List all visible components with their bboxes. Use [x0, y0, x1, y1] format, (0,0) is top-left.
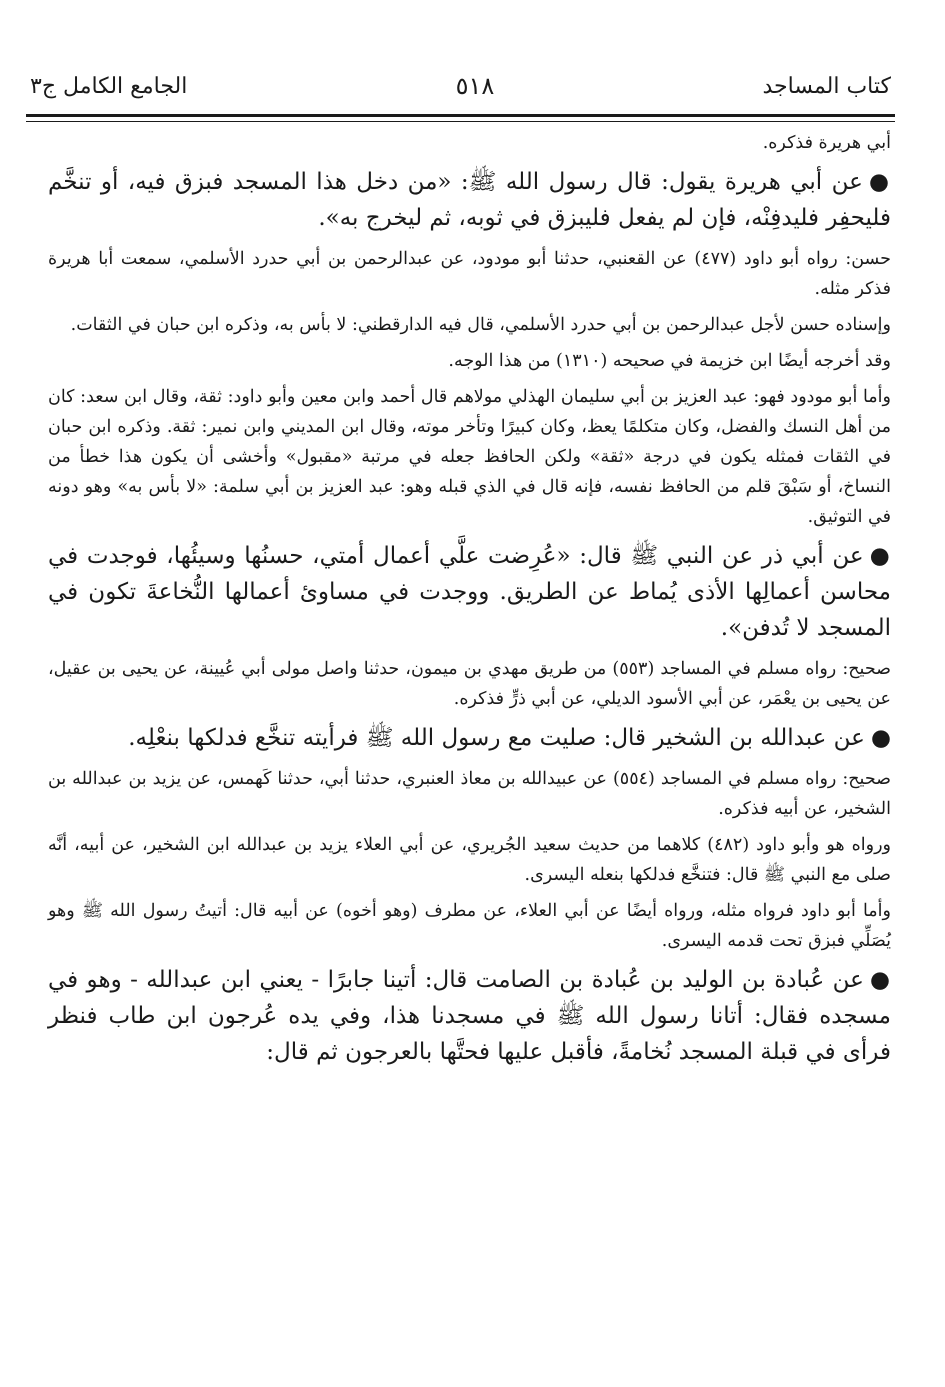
- bullet-icon: ●: [868, 168, 891, 195]
- bullet-icon: ●: [869, 542, 891, 569]
- commentary-paragraph: أبي هريرة فذكره.: [762, 133, 891, 153]
- hadith-paragraph: ●عن أبي ذر عن النبي ﷺ قال: «عُرِضت علَّي أعمال أمتي، حسنُها وسيئُها، فوجدت في محاسن أعمالِها الأذى يُماط عن الطريق. ووجدت في مساوئ أعمالها النُّخاعةَ تكون في المسجد لا تُدفن».: [48, 542, 891, 641]
- hadith-paragraph: ●عن أبي هريرة يقول: قال رسول الله ﷺ: «من دخل هذا المسجد فبزق فيه، أو تنخَّم فليحفِر فليدفِنْه، فإن لم يفعل فليبزق في ثوبه، ثم ليخرج به».: [48, 168, 891, 231]
- commentary-paragraph: ورواه هو وأبو داود (٤٨٢) كلاهما من حديث سعيد الجُريري، عن أبي العلاء يزيد بن عبدالله ابن الشخير، عن أبيه، أنَّه صلى مع النبي ﷺ قال: فتنخَّع فدلكها بنعله اليسرى.: [48, 835, 892, 885]
- commentary-paragraph: صحيح: رواه مسلم في المساجد (٥٥٤) عن عبيدالله بن معاذ العنبري، حدثنا أبي، حدثنا كَهمس، عن يزيد بن عبدالله بن الشخير، عن أبيه فذكره.: [48, 769, 891, 819]
- page-number: ٥١٨: [455, 72, 495, 100]
- commentary-paragraph: صحيح: رواه مسلم في المساجد (٥٥٣) من طريق مهدي بن ميمون، حدثنا واصل مولى أبي عُيينة، عن يحيى بن عقيل، عن يحيى بن يعْمَر، عن أبي الأسود الديلي، عن أبي ذرٍّ فذكره.: [48, 659, 891, 709]
- section-title: كتاب المساجد: [762, 73, 891, 99]
- header-rule-thick: [26, 114, 895, 117]
- commentary-paragraph: وأما أبو مودود فهو: عبد العزيز بن أبي سليمان الهذلي مولاهم قال أحمد وابن معين وأبو داود: ثقة، وقال ابن سعد: كان من أهل النسك والفضل، وكان متكلمًا يعظ، وكان كبيرًا وتأخر موته، وقال ابن المديني وابن نمير: ثقة. وذكره ابن حبان في الثقات فمثله يكون في درجة «ثقة» ولكن الحافظ جعله في مرتبة «مقبول» وأخشى أن يكون هذا خطأ من النساخ، أو سَبْقَ قلم من الحافظ نفسه، فإنه قال في الذي قبله وهو: عبد العزيز بن أبي سلمة: «لا بأس به» وهو دونه في التوثيق.: [48, 387, 891, 527]
- page-content: [48, 128, 891, 1078]
- page-header: [30, 66, 891, 106]
- commentary-paragraph: وأما أبو داود فرواه مثله، ورواه أيضًا عن أبي العلاء، عن مطرف (وهو أخوه) عن أبيه قال: أتيتُ رسول الله ﷺ وهو يُصَلِّي فبزق تحت قدمه اليسرى.: [48, 901, 891, 951]
- commentary-paragraph: وإسناده حسن لأجل عبدالرحمن بن أبي حدرد الأسلمي، قال فيه الدارقطني: لا بأس به، وذكره ابن حبان في الثقات.: [70, 315, 891, 335]
- commentary-paragraph: وقد أخرجه أيضًا ابن خزيمة في صحيحه (١٣١٠) من هذا الوجه.: [448, 351, 891, 371]
- hadith-paragraph: ●عن عبدالله بن الشخير قال: صليت مع رسول الله ﷺ فرأيته تنخَّع فدلكها بنعْلِه.: [128, 724, 891, 751]
- commentary-paragraph: حسن: رواه أبو داود (٤٧٧) عن القعنبي، حدثنا أبو مودود، عن عبدالرحمن بن أبي حدرد الأسلمي، سمعت أبا هريرة فذكر مثله.: [48, 249, 891, 299]
- bullet-icon: ●: [869, 966, 891, 993]
- book-title: الجامع الكامل ج٣: [30, 73, 188, 99]
- bullet-icon: ●: [870, 724, 891, 751]
- hadith-paragraph: ●عن عُبادة بن الوليد بن عُبادة بن الصامت قال: أتينا جابرًا - يعني ابن عبدالله - وهو في مسجده فقال: أتانا رسول الله ﷺ في مسجدنا هذا، وفي يده عُرجون ابن طاب فنظر فرأى في قبلة المسجد نُخامةً، فأقبل عليها فحتَّها بالعرجون ثم قال:: [48, 966, 891, 1065]
- header-rule-thin: [26, 121, 895, 122]
